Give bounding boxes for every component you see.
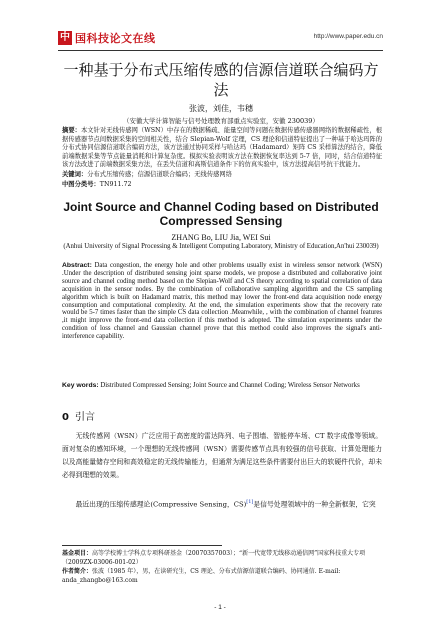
logo-mark: 中 xyxy=(60,32,70,43)
bio-label: 作者简介： xyxy=(62,568,93,575)
keywords-cn-text: 分布式压缩传感；信源信道联合编码；无线传感网络 xyxy=(87,171,233,178)
affiliation-en: (Anhui University of Signal Processing & Intelligent Computing Laboratory, Ministry of Education,An'hui 230039) xyxy=(63,243,379,250)
page-number: - 1 - xyxy=(214,604,226,611)
bio-text: 张波（1985 年），男，在读研究生，CS 理论、分布式信源信道联合编码、协同通信. E-mail: anda_zhangbo@163.com xyxy=(62,568,341,584)
intro-paragraph-1: 无线传感网（WSN）广泛应用于高密度的雷达阵列、电子围墙、智能停车场、CT 数字成像等领域。面对复杂的感知环境，一个理想的无线传感网（WSN）需要传感节点具有较强的信号获取、计算处理能力以及高能量储存空间和高效稳定的无线传输能力，但通常为满足这些条件需要付出巨大的软硬件代价，却未必得到理想的效果。 xyxy=(62,432,382,479)
abstract-en-text: Data congestion, the energy hole and other problems usually exist in wireless sensor network (WSN) .Under the description of distributed sensing joint sparse models, we propose a distributed and collaborative joint source and channel coding method based on the Slepian-Wolf and CS theory according to spatial correlation of data acquisition in the sensor nodes. By the combination of collaborative sampling algorithm and the CS sampling algorithm which is built on Hadamard matrix, this method may lower the front-end data acquisition node energy consumption and computational complexity. At the end, the simulation experiments show that the recovery rate would be 5-7 times faster than the simple CS data collection .Meanwhile, , with the combination of channel features ,it might improve the front-end data collection if this method is adopted. The simulation experiments under the condition of loss channel and Gaussian channel prove that this method could also improves the signal's anti-interference capability. xyxy=(62,262,382,341)
intro-p2-pre: 最近出现的压缩传感理论(Compressive Sensing，CS) xyxy=(75,500,247,509)
keywords-en xyxy=(62,382,382,390)
journal-header xyxy=(58,30,383,48)
citation-ref-link[interactable]: [1] xyxy=(246,499,254,505)
keywords-cn-label: 关键词： xyxy=(62,171,88,178)
authors-cn: 张波，刘佳，韦穗 xyxy=(189,104,253,113)
footnote-bio xyxy=(62,567,382,585)
fund-label: 基金项目： xyxy=(62,550,93,557)
intro-paragraph-2 xyxy=(62,496,382,511)
section-title: 引言 xyxy=(74,412,95,423)
abstract-cn xyxy=(62,127,382,170)
title-en: Joint Source and Channel Coding based on Distributed Compressed Sensing xyxy=(63,200,379,228)
fund-text: 高等学校博士学科点专项科研基金（20070357003）；“新一代宽带无线移动通信网”国家科技重大专项（2009ZX-03006-001-02） xyxy=(62,550,366,566)
section-number: 0 xyxy=(62,412,69,423)
section-heading xyxy=(62,408,95,423)
clc-cn xyxy=(62,181,382,190)
abstract-cn-text: 本文针对无线传感网（WSN）中存在的数据稀疏、能量空间等问题在数据传感传感器网络的数据稀疏性，根据传感器节点间数据采集的空间相关性，结合 Slepian-Wolf 定理，CS 理论和信道特征提出了一种基于哈达玛阵的分布式协同信源信道联合编码方法，该方法通过协同采样与哈达玛（Hadamard）矩阵 CS 采样算法的结合，降低前端数据采集等节点能量消耗和计算复杂度。模拟实验表明该方法在数据恢复率达到 5-7 倍，同时，结合信道特征该方法改进了前端数据采集方法，在丢失信道和高斯信道条件下的仿真实验中，该方法提高信号抗干扰能力。 xyxy=(62,127,383,169)
logo-text: 国科技论文在线 xyxy=(75,32,156,45)
title-cn: 一种基于分布式压缩传感的信源信道联合编码方法 xyxy=(63,61,379,99)
keywords-cn xyxy=(62,171,382,180)
header-rule xyxy=(58,50,383,51)
clc-cn-label: 中图分类号： xyxy=(62,181,100,188)
keywords-en-label: Key words: xyxy=(62,382,99,389)
keywords-en-text: Distributed Compressed Sensing; Joint Source and Channel Coding; Wireless Sensor Networks xyxy=(100,382,360,389)
journal-logo[interactable] xyxy=(58,30,156,46)
journal-url-link[interactable]: http://www.paper.edu.cn xyxy=(313,33,383,40)
footnote-rule xyxy=(62,545,222,546)
footnote-fund xyxy=(62,549,382,567)
abstract-en-label: Abstract: xyxy=(62,262,92,269)
affiliation-cn: （安徽大学计算智能与信号处理教育部重点实验室，安徽 230039） xyxy=(123,117,319,125)
authors-en: ZHANG Bo, LIU Jia, WEI Sui xyxy=(171,233,271,242)
abstract-en xyxy=(62,262,382,341)
abstract-cn-label: 摘要： xyxy=(62,127,81,134)
intro-p2-post: 是信号处理领域中的一种全新框架，它突 xyxy=(253,500,376,509)
clc-cn-text: TN911.72 xyxy=(99,181,132,188)
